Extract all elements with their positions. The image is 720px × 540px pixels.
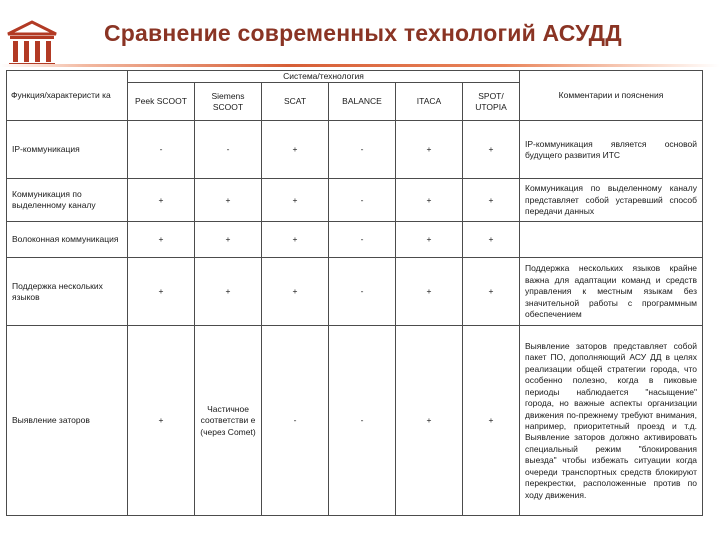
support-mark: - bbox=[329, 179, 396, 222]
support-mark: + bbox=[463, 326, 520, 516]
support-mark: + bbox=[463, 222, 520, 258]
support-mark: + bbox=[128, 326, 195, 516]
support-mark: + bbox=[128, 222, 195, 258]
comment-cell: Выявление заторов представляет собой пакет ПО, дополняющий АСУ ДД в целях реализации общей стратегии города, что особенно полезно, когда в пиковые периоды наблюдается "насыщение" города, но важные аспекты организации движения по-прежнему требуют внимания, например, приоритетный проезд и т.д. Выявление заторов должно активировать специальный режим "блокирования выезда" чтобы избежать ситуации когда очереди транспортных средств блокируют перекрестки, расположенные против по ходу движения. bbox=[520, 326, 703, 516]
support-mark: + bbox=[463, 179, 520, 222]
page-title: Сравнение современных технологий АСУДД bbox=[104, 20, 622, 46]
support-mark: + bbox=[262, 121, 329, 179]
system-header-peek-scoot: Peek SCOOT bbox=[128, 83, 195, 121]
table-row bbox=[7, 121, 703, 179]
support-mark: + bbox=[195, 222, 262, 258]
system-header-itaca: ITACA bbox=[396, 83, 463, 121]
comment-cell: Поддержка нескольких языков крайне важна для адаптации команд и средств управления к местным языкам без значительной работы с программным обеспечением bbox=[520, 258, 703, 326]
table-row bbox=[7, 258, 703, 326]
institution-building-logo bbox=[4, 20, 60, 70]
support-mark: + bbox=[195, 258, 262, 326]
support-mark: - bbox=[329, 222, 396, 258]
support-mark: - bbox=[329, 121, 396, 179]
comment-cell: Коммуникация по выделенному каналу представляет собой устаревший способ передачи данных bbox=[520, 179, 703, 222]
support-mark: + bbox=[262, 258, 329, 326]
comments-column-header: Комментарии и пояснения bbox=[520, 71, 703, 121]
support-mark: + bbox=[396, 326, 463, 516]
comment-cell bbox=[520, 222, 703, 258]
support-mark: + bbox=[396, 258, 463, 326]
function-name: Коммуникация по выделенному каналу bbox=[7, 179, 128, 222]
system-group-header: Система/технология bbox=[128, 71, 520, 83]
support-mark: + bbox=[396, 121, 463, 179]
table-row bbox=[7, 326, 703, 516]
function-column-header: Функция/характеристи ка bbox=[7, 71, 128, 121]
support-mark: + bbox=[463, 258, 520, 326]
system-header-spot-utopia: SPOT/ UTOPIA bbox=[463, 83, 520, 121]
support-mark: - bbox=[262, 326, 329, 516]
support-mark: + bbox=[128, 258, 195, 326]
system-header-balance: BALANCE bbox=[329, 83, 396, 121]
support-mark: + bbox=[195, 179, 262, 222]
support-mark: + bbox=[262, 222, 329, 258]
function-name: Волоконная коммуникация bbox=[7, 222, 128, 258]
table-row bbox=[7, 222, 703, 258]
support-mark: + bbox=[396, 179, 463, 222]
support-mark: + bbox=[128, 179, 195, 222]
support-mark: - bbox=[329, 326, 396, 516]
title-divider bbox=[0, 64, 720, 67]
support-mark: + bbox=[396, 222, 463, 258]
support-mark: Частичное соответстви е (через Comet) bbox=[195, 326, 262, 516]
support-mark: - bbox=[128, 121, 195, 179]
support-mark: + bbox=[262, 179, 329, 222]
comparison-table bbox=[6, 70, 703, 516]
system-header-siemens-scoot: Siemens SCOOT bbox=[195, 83, 262, 121]
support-mark: - bbox=[195, 121, 262, 179]
function-name: Поддержка нескольких языков bbox=[7, 258, 128, 326]
function-name: Выявление заторов bbox=[7, 326, 128, 516]
support-mark: - bbox=[329, 258, 396, 326]
comment-cell: IP-коммуникация является основой будущего развития ИТС bbox=[520, 121, 703, 179]
support-mark: + bbox=[463, 121, 520, 179]
system-header-scat: SCAT bbox=[262, 83, 329, 121]
function-name: IP-коммуникация bbox=[7, 121, 128, 179]
table-row bbox=[7, 179, 703, 222]
